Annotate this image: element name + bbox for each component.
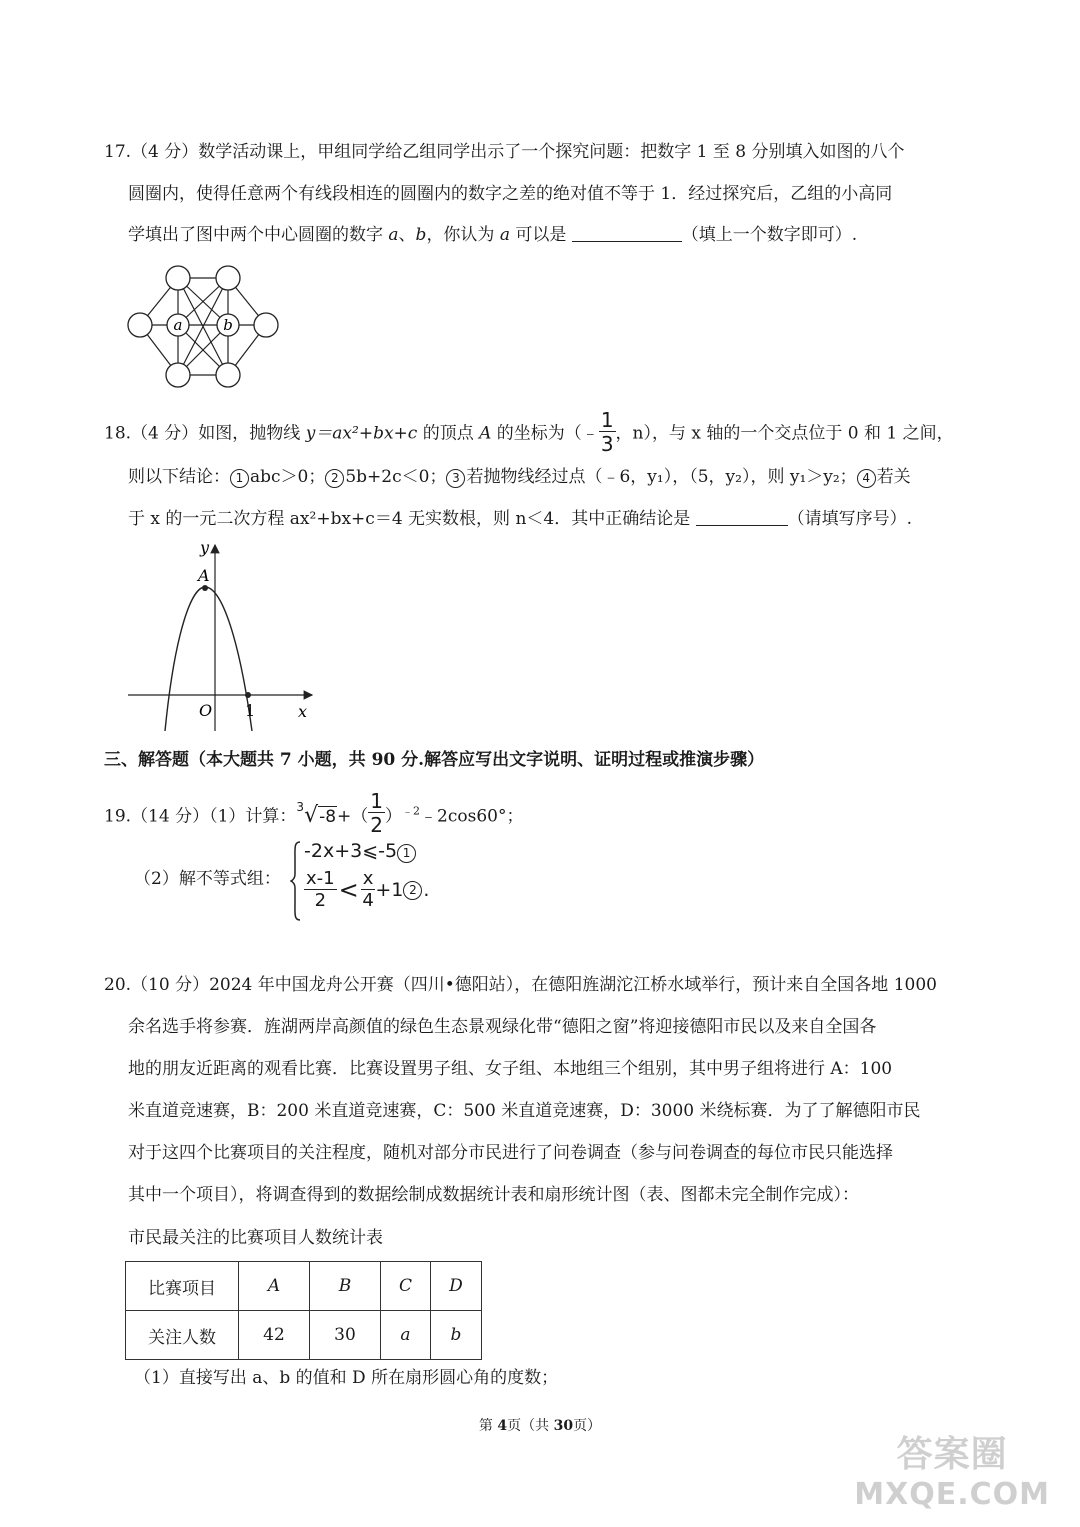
section-3-heading: 三、解答题（本大题共 7 小题，共 90 分.解答应写出文字说明、证明过程或推演步骤）	[104, 750, 765, 770]
q19-frac-num: 1	[370, 789, 384, 813]
q17-line3	[128, 223, 857, 247]
q19-exponent: ﹣2	[402, 804, 421, 818]
radicand: -8	[319, 806, 337, 827]
table-header-cell: A	[239, 1262, 310, 1311]
q18-text-1b: 的顶点	[417, 423, 480, 444]
ineq2-right-num: x	[362, 868, 374, 889]
q17-text-3b: ，你认为	[426, 225, 500, 245]
ineq-period: .	[423, 879, 430, 901]
conclusion-1-mark: 1	[230, 469, 249, 488]
q18-fraction	[599, 410, 616, 454]
q19-tail: ﹣2cos60°；	[420, 806, 524, 827]
q17-line1	[104, 140, 905, 164]
q18-point-a: A	[479, 423, 492, 444]
table-cell: a	[381, 1311, 431, 1360]
table-row	[126, 1311, 482, 1360]
q19-fraction	[368, 791, 385, 835]
q20-line5: 对于这四个比赛项目的关注程度，随机对部分市民进行了问卷调查（参与问卷调查的每位市民只能选择	[128, 1143, 893, 1163]
q20-part1: （1）直接写出 a、b 的值和 D 所在扇形圆心角的度数；	[134, 1368, 559, 1388]
inequality-1-mark: 1	[397, 844, 416, 863]
node-bottom-right	[216, 363, 240, 387]
conclusion-4: 若关	[876, 467, 911, 487]
conclusion-2-mark: 2	[325, 469, 344, 488]
footer-total-pages: 30	[553, 1418, 574, 1434]
unit-point	[245, 692, 251, 698]
q19-part2-label: （2）解不等式组：	[134, 869, 281, 889]
q19-close: ）	[385, 806, 403, 827]
q19-score: （14 分）	[131, 806, 210, 827]
inequality-2-mark: 2	[403, 881, 422, 900]
cube-root	[296, 799, 337, 828]
q17-var-a: a	[388, 225, 399, 245]
q20-line2: 余名选手将参赛．旌湖两岸高颜值的绿色生态景观绿化带“德阳之窗”将迎接德阳市民以及来自全国各	[128, 1017, 877, 1037]
q18-line3	[128, 507, 912, 531]
q18-text-1a: 如图，抛物线	[198, 423, 306, 444]
table-cell: 30	[310, 1311, 381, 1360]
node-right	[254, 313, 278, 337]
table-title: 市民最关注的比赛项目人数统计表	[128, 1228, 383, 1248]
ineq2-left-den: 2	[314, 890, 327, 911]
label-a: a	[173, 316, 183, 334]
footer-mid: 页（共	[507, 1418, 554, 1434]
q19-line1	[104, 789, 524, 839]
node-top-right	[216, 266, 240, 290]
ineq2-right-den: 4	[362, 890, 374, 911]
x-axis-label: x	[298, 702, 308, 721]
q19-frac-den: 2	[370, 813, 384, 837]
q17-text-3a: 学填出了图中两个中心圆圈的数字	[128, 225, 389, 245]
inequality-2	[304, 870, 429, 910]
q20-text-1: 2024 年中国龙舟公开赛（四川•德阳站），在德阳旌湖沱江桥水域举行，预计来自全国各地 1000	[209, 975, 937, 995]
page-footer	[0, 1415, 1080, 1435]
conclusion-4-mark: 4	[857, 469, 876, 488]
conclusion-1: abc＞0；	[250, 467, 326, 487]
q18-frac-den: 3	[600, 432, 614, 456]
q17-sep: 、	[398, 225, 416, 245]
q17-var-a-2: a	[499, 225, 510, 245]
table-header-cell: D	[431, 1262, 482, 1311]
stat-table	[125, 1261, 482, 1360]
q18-frac-num: 1	[600, 408, 614, 432]
parabola-graph	[120, 535, 320, 735]
ineq2-left-num: x-1	[306, 868, 335, 889]
q18-text-2a: 则以下结论：	[128, 467, 230, 487]
one-label: 1	[245, 701, 256, 720]
q17-answer-blank	[572, 223, 682, 242]
footer-pre: 第	[478, 1418, 498, 1434]
q19-plus: +（	[337, 806, 369, 827]
q17-number: 17.	[104, 142, 132, 162]
node-bottom-left	[166, 363, 190, 387]
q19-number: 19.	[104, 806, 132, 827]
q20-line1	[104, 973, 937, 997]
ineq2-lt: <	[338, 876, 359, 904]
q18-text-3b: （请填写序号）.	[787, 509, 913, 529]
vertex-point	[202, 585, 208, 591]
root-index: 3	[296, 799, 305, 814]
ineq2-left-fraction	[304, 870, 337, 910]
watermark	[854, 1435, 1050, 1515]
q18-line1	[104, 408, 954, 456]
q18-equation: y＝ax²+bx+c	[305, 423, 418, 444]
q17-score: （4 分）	[131, 142, 199, 162]
table-header-cell: 比赛项目	[126, 1262, 239, 1311]
ineq2-tail: +1	[375, 879, 404, 901]
q18-text-3a: 于 x 的一元二次方程 ax²+bx+c＝4 无实数根，则 n＜4．其中正确结论是	[128, 509, 696, 529]
origin-label: O	[199, 701, 213, 720]
table-cell: 42	[239, 1311, 310, 1360]
q17-var-b: b	[415, 225, 427, 245]
q17-text-3c: 可以是	[509, 225, 572, 245]
watermark-top: 答案圈	[896, 1434, 1008, 1475]
left-brace-icon	[290, 840, 302, 922]
q18-answer-blank	[696, 507, 788, 526]
q18-text-1c: 的坐标为（﹣	[491, 423, 599, 444]
y-axis-label: y	[200, 538, 210, 557]
q18-score: （4 分）	[131, 423, 199, 444]
q19-part1-label: （1）计算：	[209, 806, 297, 827]
q20-line3: 地的朋友近距离的观看比赛．比赛设置男子组、女子组、本地组三个组别，其中男子组将进行 A：100	[128, 1059, 893, 1079]
circle-graph-figure	[120, 258, 285, 393]
q17-text-1: 数学活动课上，甲组同学给乙组同学出示了一个探究问题：把数字 1 至 8 分别填入如图的八个	[198, 142, 905, 162]
q20-line4: 米直道竞速赛，B：200 米直道竞速赛，C：500 米直道竞速赛，D：3000 米绕标赛．为了了解德阳市民	[128, 1101, 921, 1121]
node-left	[128, 313, 152, 337]
footer-page-number: 4	[497, 1418, 508, 1434]
conclusion-2: 5b+2c＜0；	[345, 467, 447, 487]
node-top-left	[166, 266, 190, 290]
inequality-1	[304, 840, 417, 863]
ineq2-right-fraction	[361, 870, 376, 910]
q17-line2: 圆圈内，使得任意两个有线段相连的圆圈内的数字之差的绝对值不等于 1．经过探究后，乙组的小高同	[128, 184, 893, 204]
vertex-label: A	[198, 566, 210, 585]
q17-text-3d: （填上一个数字即可）.	[681, 225, 858, 245]
q20-number: 20.	[104, 975, 132, 995]
radical-sign-icon: √	[304, 802, 319, 828]
conclusion-3-mark: 3	[446, 469, 465, 488]
q18-line2	[128, 465, 911, 489]
watermark-bottom: MXQE.COM	[854, 1477, 1050, 1512]
conclusion-3: 若抛物线经过点（﹣6，y₁），（5，y₂），则 y₁＞y₂；	[466, 467, 857, 487]
q18-text-1d: ，n），与 x 轴的一个交点位于 0 和 1 之间，	[615, 423, 954, 444]
q20-line6: 其中一个项目），将调查得到的数据绘制成数据统计表和扇形统计图（表、图都未完全制作完成）：	[128, 1185, 859, 1205]
table-row	[126, 1262, 482, 1311]
q18-number: 18.	[104, 423, 132, 444]
q20-score: （10 分）	[131, 975, 210, 995]
table-cell: 关注人数	[126, 1311, 239, 1360]
table-cell: b	[431, 1311, 482, 1360]
table-header-cell: B	[310, 1262, 381, 1311]
footer-post: 页）	[573, 1418, 602, 1434]
label-b: b	[223, 316, 233, 334]
table-header-cell: C	[381, 1262, 431, 1311]
inequality-1-text: -2x+3⩽-5	[304, 840, 398, 862]
